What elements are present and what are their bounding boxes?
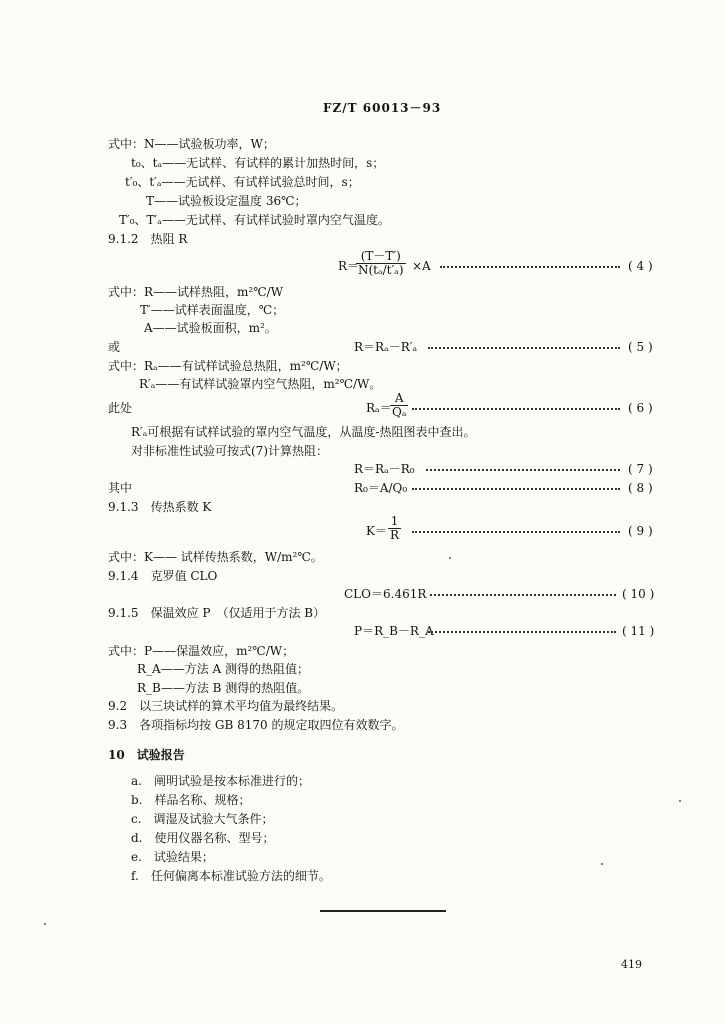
leader-dots [412,523,620,533]
definition-line: R′ₐ——有试样试验罩内空气热阻，m²℃/W。 [139,377,382,391]
section-heading: 9.1.4 克罗值 CLO [108,569,218,583]
equation-fraction: $\frac{A}{\text{Qₐ}}$ [392,391,407,419]
leader-dots [412,400,620,410]
list-item: e. 试验结果； [131,850,214,864]
list-item: d. 使用仪器名称、型号； [131,831,275,845]
equation-number: ( 8 ) [628,481,653,495]
leader-dots [426,461,620,471]
section-heading: 9.1.3 传热系数 K [108,500,212,514]
equation-fraction: $\frac{(T-T')}{\text{N(tₐ/t′ₐ)}}$ [358,249,404,277]
clause-text: 9.2 以三块试样的算术平均值为最终结果。 [108,699,344,713]
list-item: a. 阐明试验是按本标准进行的； [131,774,310,788]
equation-lhs: K＝ [366,524,387,538]
scan-speck [44,923,46,925]
clause-text: 9.3 各项指标均按 GB 8170 的规定取四位有效数字。 [108,718,404,732]
equation: R＝Rₐ－R₀ [354,462,415,476]
definition-line: A——试验板面积，m²。 [144,321,277,335]
equation-number: ( 6 ) [628,401,653,415]
definition-line: R_A——方法 A 测得的热阻值； [137,662,309,676]
scan-speck [449,557,451,559]
equation: P＝R_B－R_A [354,624,434,638]
leader-dots [412,480,620,490]
leader-dots [440,258,620,268]
list-item: f. 任何偏离本标准试验方法的细节。 [131,869,331,883]
definition-line: 式中：N——试验板功率，W； [108,137,275,151]
leader-dots [428,623,616,633]
equation-number: ( 9 ) [628,524,653,538]
definition-line: 式中：R——试样热阻，m²℃/W [108,285,284,299]
definition-line: 式中：K—— 试样传热系数，W/m²℃。 [108,550,323,564]
standard-code-header: FZ/T 60013－93 [323,101,442,115]
connector-word: 或 [108,340,121,354]
list-item: b. 样品名称、规格； [131,793,251,807]
page-number: 419 [621,958,642,971]
section-heading: 9.1.2 热阻 R [108,232,188,246]
paragraph: R′ₐ可根据有试样试验的罩内空气温度，从温度-热阻图表中查出。 [131,425,476,439]
definition-line: t′₀、t′ₐ——无试样、有试样试验总时间，s； [125,175,360,189]
equation-fraction: $\frac{1}{R}$ [390,514,400,542]
equation-number: ( 5 ) [628,340,653,354]
list-item: c. 调湿及试验大气条件； [131,812,274,826]
leader-dots [430,586,616,596]
equation-rhs: ×A [412,259,431,273]
equation-number: ( 4 ) [628,259,653,273]
connector-word: 其中 [108,481,133,495]
equation: CLO＝6.461R [344,587,427,601]
definition-line: t₀、tₐ——无试样、有试样的累计加热时间，s； [131,156,385,170]
paragraph: 对非标准性试验可按式(7)计算热阻： [131,444,328,458]
equation-number: ( 7 ) [628,462,653,476]
equation-lhs: R＝ [338,259,360,273]
definition-line: T——试验板设定温度 36℃； [146,194,307,208]
equation: R＝Rₐ－R′ₐ [354,340,418,354]
definition-line: T′——试样表面温度，℃； [140,303,285,317]
equation-number: ( 11 ) [622,624,655,638]
equation-number: ( 10 ) [622,587,655,601]
definition-line: R_B——方法 B 测得的热阻值。 [137,681,310,695]
section-heading: 10 试验报告 [108,748,185,762]
equation: R₀＝A/Q₀ [354,481,408,495]
definition-line: T′₀、T′ₐ——无试样、有试样试验时罩内空气温度。 [119,213,390,227]
leader-dots [428,339,620,349]
section-heading: 9.1.5 保温效应 P （仅适用于方法 B） [108,606,326,620]
definition-line: 式中：P——保温效应，m²℃/W； [108,644,295,658]
scan-speck [601,863,603,865]
connector-word: 此处 [108,401,133,415]
equation-lhs: Rₐ＝ [366,401,392,415]
definition-line: 式中：Rₐ——有试样试验总热阻，m²℃/W； [108,359,348,373]
scan-speck [679,800,681,802]
end-rule [320,910,446,912]
